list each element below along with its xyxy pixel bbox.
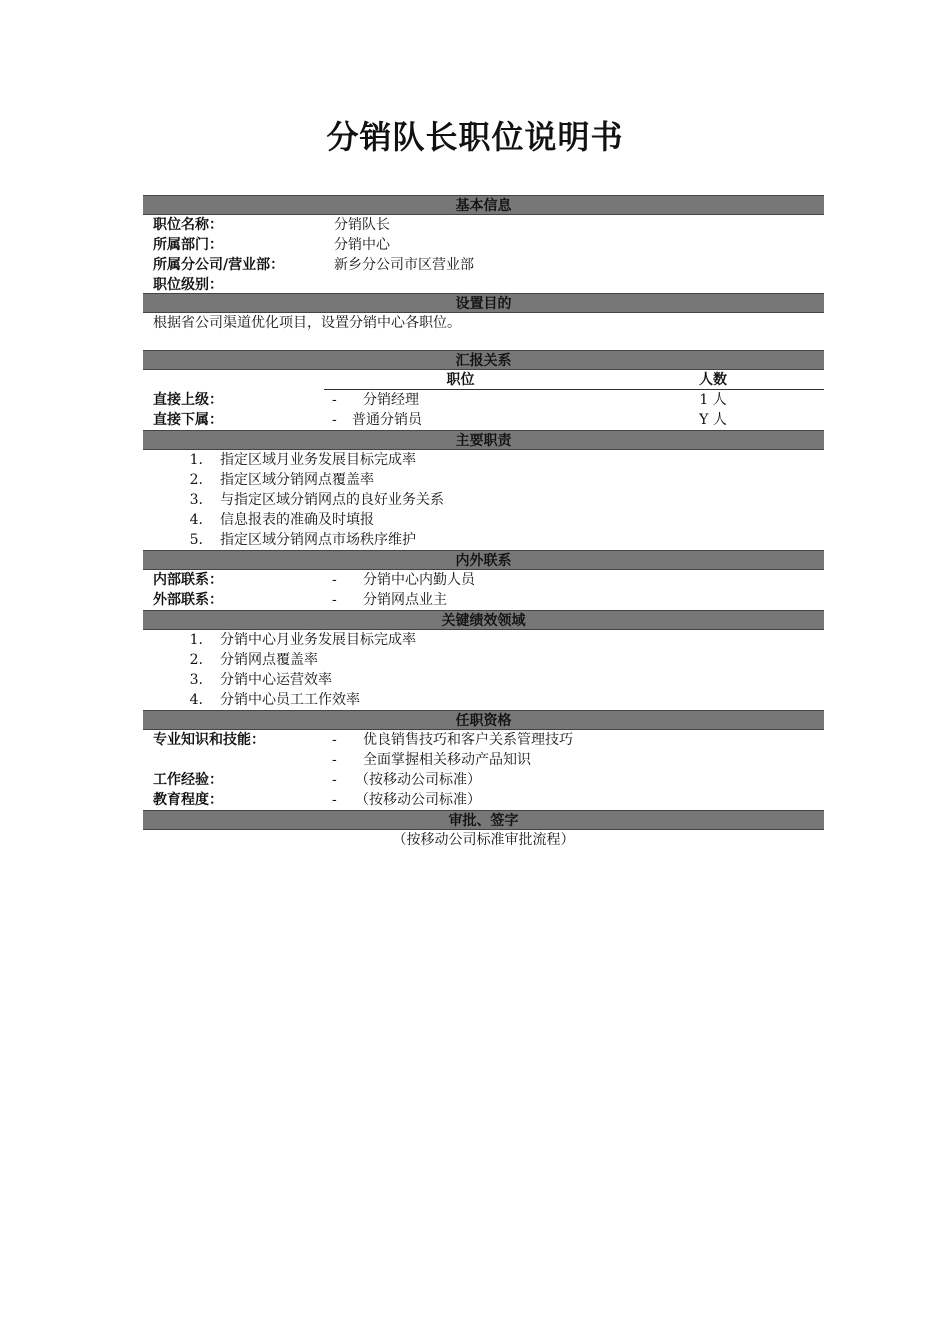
field-label: 工作经验：	[153, 772, 223, 788]
item-number: 1.	[189, 632, 203, 648]
dash: -	[332, 752, 337, 768]
item-text: 分销网点覆盖率	[220, 652, 318, 668]
section-basic-info-header: 基本信息	[143, 195, 824, 215]
field-value: （按移动公司标准）	[355, 792, 481, 808]
dash: -	[332, 732, 337, 748]
field-label: 职位级别：	[153, 277, 223, 293]
basic-row-branch	[143, 255, 824, 275]
qualification-row-education	[143, 790, 824, 810]
item-number: 4.	[189, 512, 203, 528]
list-item	[143, 630, 824, 650]
section-duties-header: 主要职责	[143, 430, 824, 450]
field-label: 所属部门：	[153, 237, 223, 253]
qualification-row-skills-2	[143, 750, 824, 770]
field-value: 分销中心内勤人员	[363, 572, 475, 588]
page-title: 分销队长职位说明书	[326, 118, 624, 156]
contacts-row-internal	[143, 570, 824, 590]
field-label: 直接上级：	[153, 392, 223, 408]
column-position: 职位	[446, 372, 475, 388]
reporting-row-subordinate	[143, 410, 824, 430]
reporting-column-headers	[143, 370, 824, 390]
item-text: 指定区域分销网点覆盖率	[220, 472, 374, 488]
list-item	[143, 450, 824, 470]
field-label: 外部联系：	[153, 592, 223, 608]
field-value: 普通分销员	[352, 412, 422, 428]
list-item	[143, 530, 824, 550]
list-item	[143, 490, 824, 510]
item-text: 指定区域月业务发展目标完成率	[220, 452, 416, 468]
headcount: Y 人	[699, 412, 727, 428]
field-value: 优良销售技巧和客户关系管理技巧	[363, 732, 573, 748]
job-description-form	[143, 195, 824, 850]
item-number: 2.	[189, 472, 203, 488]
list-item	[143, 650, 824, 670]
field-label: 直接下属：	[153, 412, 223, 428]
basic-row-level	[143, 275, 824, 293]
item-number: 1.	[189, 452, 203, 468]
purpose-text: 根据省公司渠道优化项目，设置分销中心各职位。	[153, 315, 461, 331]
item-text: 分销中心员工工作效率	[220, 692, 360, 708]
dash: -	[332, 392, 337, 408]
qualification-row-skills	[143, 730, 824, 750]
section-reporting-header: 汇报关系	[143, 350, 824, 370]
field-value: 分销队长	[334, 217, 390, 233]
field-value: 分销中心	[334, 237, 390, 253]
field-label: 所属分公司/营业部：	[153, 257, 285, 273]
field-value: 全面掌握相关移动产品知识	[363, 752, 531, 768]
dash: -	[332, 412, 337, 428]
dash: -	[332, 572, 337, 588]
item-number: 3.	[189, 672, 203, 688]
basic-row-title	[143, 215, 824, 235]
field-value: 分销经理	[363, 392, 419, 408]
item-number: 3.	[189, 492, 203, 508]
dash: -	[332, 792, 337, 808]
dash: -	[332, 772, 337, 788]
field-label: 专业知识和技能：	[153, 732, 265, 748]
field-value: （按移动公司标准）	[355, 772, 481, 788]
list-item	[143, 670, 824, 690]
dash: -	[332, 592, 337, 608]
field-value: 分销网点业主	[363, 592, 447, 608]
list-item	[143, 470, 824, 490]
approval-text: （按移动公司标准审批流程）	[392, 832, 575, 848]
column-count: 人数	[699, 372, 727, 388]
item-text: 信息报表的准确及时填报	[220, 512, 374, 528]
section-qualifications-header: 任职资格	[143, 710, 824, 730]
list-item	[143, 690, 824, 710]
item-text: 指定区域分销网点市场秩序维护	[220, 532, 416, 548]
field-label: 教育程度：	[153, 792, 223, 808]
headcount: 1 人	[699, 392, 727, 408]
field-value: 新乡分公司市区营业部	[334, 257, 474, 273]
item-text: 分销中心月业务发展目标完成率	[220, 632, 416, 648]
contacts-row-external	[143, 590, 824, 610]
list-item	[143, 510, 824, 530]
item-text: 分销中心运营效率	[220, 672, 332, 688]
field-label: 职位名称：	[153, 217, 223, 233]
field-label: 内部联系：	[153, 572, 223, 588]
section-kpi-header: 关键绩效领域	[143, 610, 824, 630]
item-number: 5.	[189, 532, 203, 548]
item-number: 4.	[189, 692, 203, 708]
reporting-row-superior	[143, 390, 824, 410]
section-approval-header: 审批、签字	[143, 810, 824, 830]
basic-row-department	[143, 235, 824, 255]
item-number: 2.	[189, 652, 203, 668]
section-purpose-header: 设置目的	[143, 293, 824, 313]
item-text: 与指定区域分销网点的良好业务关系	[220, 492, 444, 508]
section-contacts-header: 内外联系	[143, 550, 824, 570]
qualification-row-experience	[143, 770, 824, 790]
